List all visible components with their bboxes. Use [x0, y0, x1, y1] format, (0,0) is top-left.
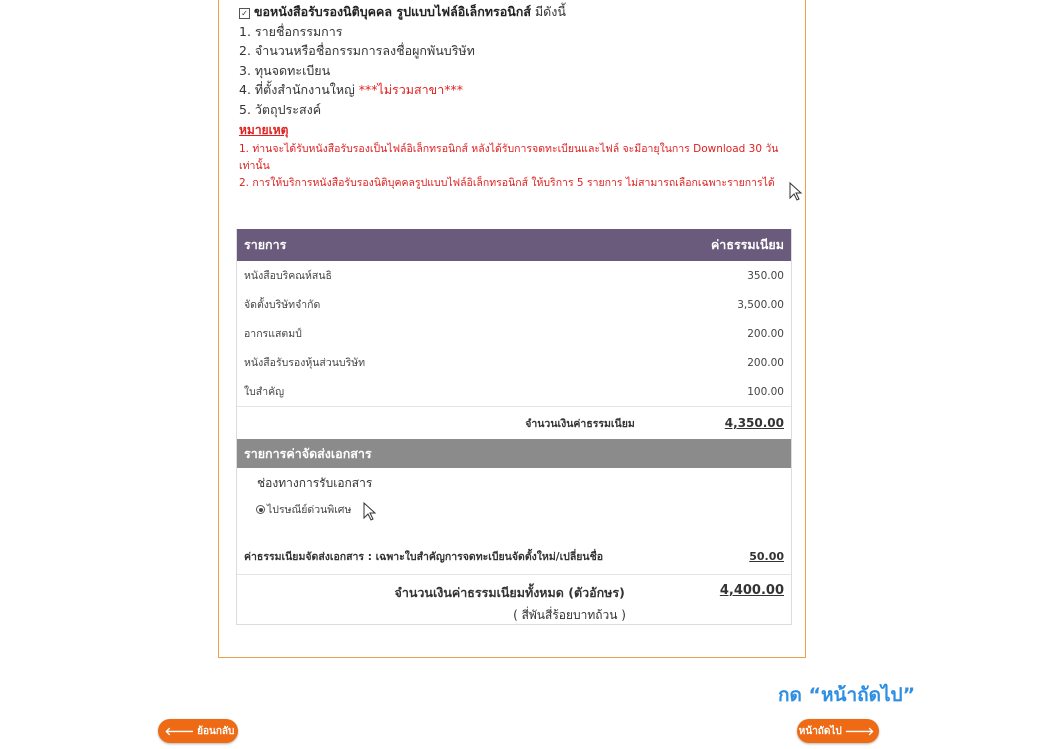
list-item: 1. รายชื่อกรรมการ	[239, 23, 343, 39]
content-panel	[218, 0, 806, 658]
row-label: อากรแสตมป์	[244, 328, 302, 340]
list-item	[239, 80, 789, 100]
shipping-fee-label: ค่าธรรมเนียมจัดส่งเอกสาร : เฉพาะใบสำคัญการจดทะเบียนจัดตั้งใหม่/เปลี่ยนชื่อ	[244, 550, 604, 563]
list-item: 2. จำนวนหรือชื่อกรรมการลงชื่อผูกพันบริษัท	[239, 43, 475, 58]
total-row	[237, 574, 791, 629]
delivery-option[interactable]	[256, 501, 791, 518]
intro-section	[239, 2, 789, 192]
table-row	[237, 290, 791, 319]
row-label: จัดตั้งบริษัทจำกัด	[244, 299, 321, 311]
row-label: หนังสือรับรองหุ้นส่วนบริษัท	[244, 357, 366, 369]
row-label: ใบสำคัญ	[244, 386, 285, 398]
note-item: 1. ท่านจะได้รับหนังสือรับรองเป็นไฟล์อิเล็กทรอนิกส์ หลังได้รับการจดทะเบียนและไฟล์ จะมีอายุในการ Download 30 วัน เท่านั้น	[239, 142, 779, 172]
column-header-item: รายการ	[244, 237, 287, 252]
back-button[interactable]	[158, 719, 238, 743]
row-amount: 3,500.00	[737, 298, 784, 311]
table-row	[237, 348, 791, 377]
arrow-right-icon: 🡒	[844, 725, 875, 738]
table-row	[237, 377, 791, 406]
fee-table-header	[237, 229, 791, 261]
subtotal-amount: 4,350.00	[724, 416, 784, 430]
list-item-text: 4. ที่ตั้งสำนักงานใหญ่	[239, 82, 355, 97]
subtotal-label: จำนวนเงินค่าธรรมเนียม	[525, 417, 635, 430]
next-page-hint: กด “หน้าถัดไป”	[778, 684, 916, 706]
total-amount: 4,400.00	[719, 583, 784, 598]
row-amount: 350.00	[747, 269, 784, 282]
delivery-option-label: ไปรษณีย์ด่วนพิเศษ	[267, 504, 352, 516]
radio-selected-icon[interactable]	[256, 505, 265, 514]
checkbox-icon[interactable]: ✓	[239, 8, 250, 19]
arrow-left-icon: 🡐	[164, 725, 195, 738]
shipping-fee-row	[237, 546, 791, 566]
row-amount: 200.00	[747, 356, 784, 369]
subtotal-row	[237, 406, 791, 439]
total-label: จำนวนเงินค่าธรรมเนียมทั้งหมด (ตัวอักษร)	[394, 585, 625, 600]
note-title: หมายเหตุ	[239, 123, 289, 137]
row-label: หนังสือบริคณห์สนธิ	[244, 270, 332, 282]
next-button-label: หน้าถัดไป	[798, 725, 842, 737]
table-row	[237, 319, 791, 348]
row-amount: 100.00	[747, 385, 784, 398]
intro-heading-bold: ขอหนังสือรับรองนิติบุคคล รูปแบบไฟล์อิเล็กทรอนิกส์	[254, 4, 531, 19]
list-item: 3. ทุนจดทะเบียน	[239, 62, 331, 78]
shipping-fee-amount: 50.00	[749, 549, 784, 563]
mouse-cursor-icon	[363, 502, 377, 522]
list-item: 5. วัตถุประสงค์	[239, 101, 322, 117]
column-header-fee: ค่าธรรมเนียม	[710, 237, 784, 252]
branch-warning: ***ไม่รวมสาขา***	[358, 82, 463, 97]
intro-heading-rest: มีดังนี้	[530, 4, 566, 19]
delivery-channel-title: ช่องทางการรับเอกสาร	[257, 476, 373, 490]
next-button[interactable]	[797, 719, 879, 743]
total-in-words: ( สี่พันสี่ร้อยบาทถ้วน )	[513, 608, 626, 622]
row-amount: 200.00	[747, 327, 784, 340]
delivery-section-header: รายการค่าจัดส่งเอกสาร	[237, 439, 791, 468]
back-button-label: ย้อนกลับ	[197, 725, 235, 737]
mouse-cursor-icon	[789, 182, 803, 202]
fee-table	[236, 229, 792, 625]
table-row	[237, 261, 791, 290]
note-item: 2. การให้บริการหนังสือรับรองนิติบุคคลรูปแบบไฟล์อิเล็กทรอนิกส์ ให้บริการ 5 รายการ ไม่สามารถเลือกเฉพาะรายการได้	[239, 176, 775, 189]
intro-heading	[239, 2, 789, 22]
